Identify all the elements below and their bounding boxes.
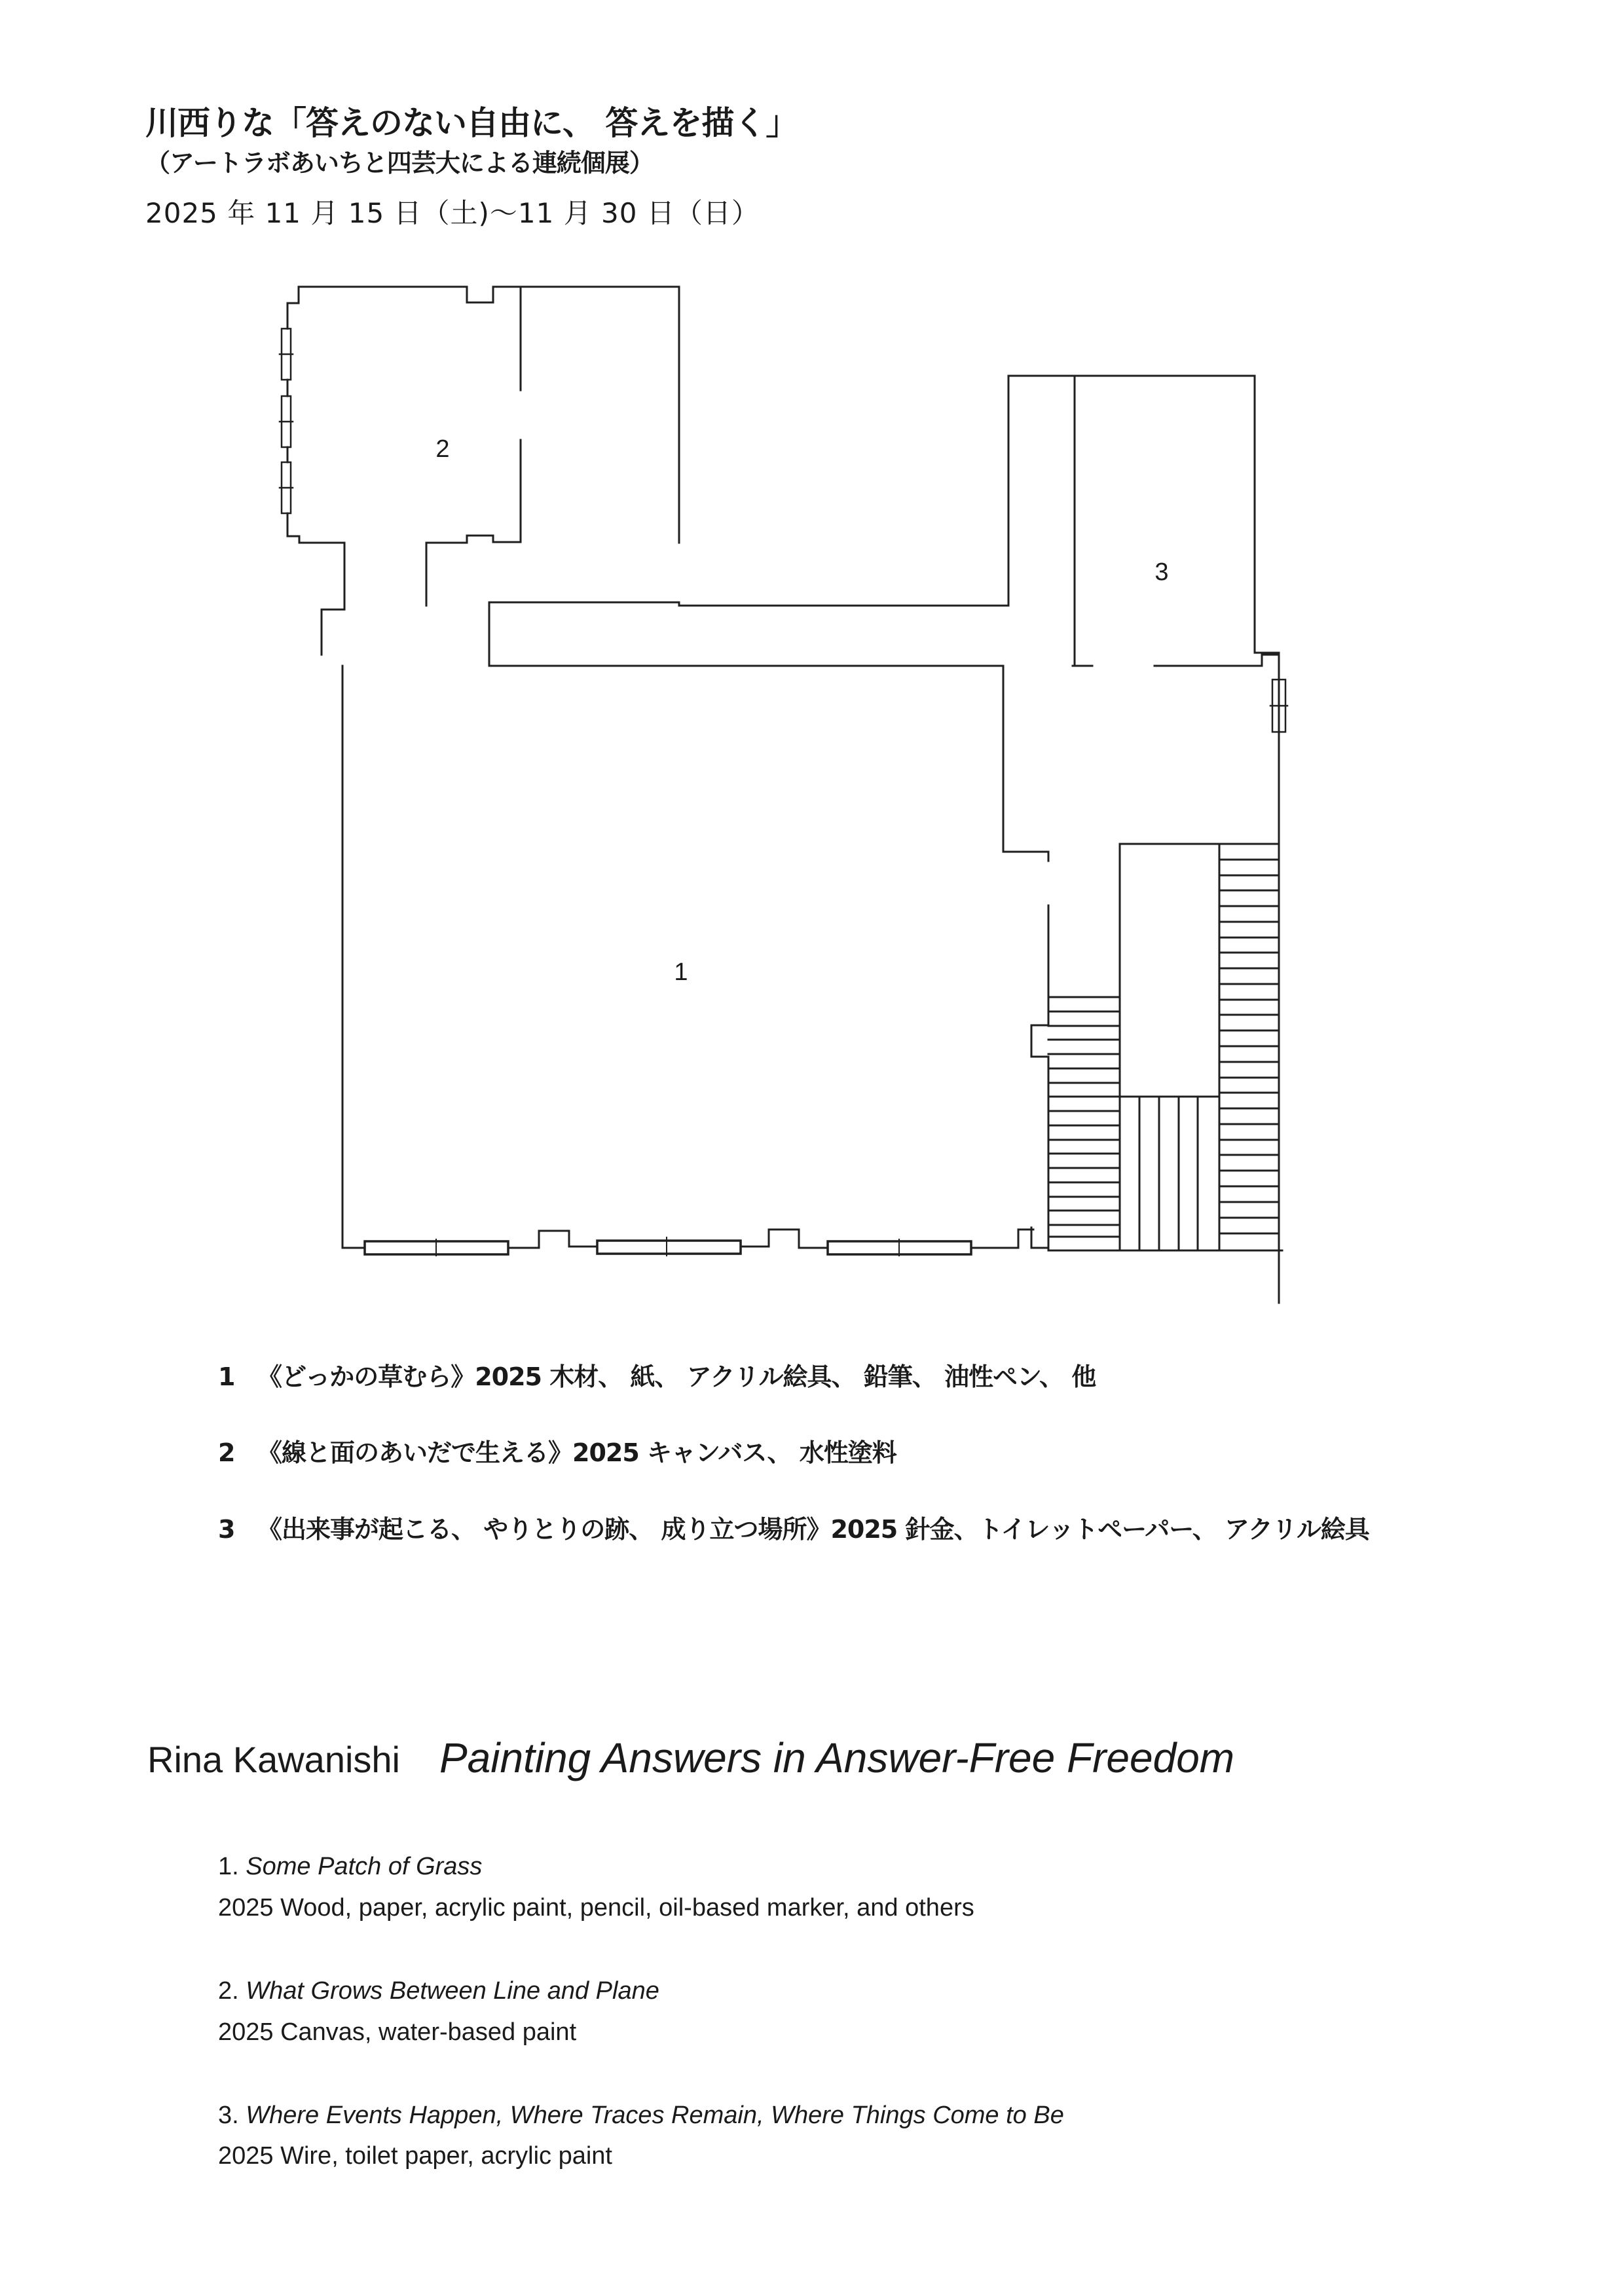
work-en-2-details: 2025 Canvas, water-based paint — [218, 2018, 577, 2046]
work-en-3-title — [218, 2102, 1064, 2130]
work-en-title: Where Events Happen, Where Traces Remain, Where Things Come to Be — [246, 2102, 1064, 2129]
stair-treads-left — [1048, 1011, 1120, 1237]
room-label-1: 1 — [674, 958, 688, 986]
room-label-2: 2 — [435, 435, 450, 463]
work-en-3-details: 2025 Wire, toilet paper, acrylic paint — [218, 2142, 612, 2170]
bottom-windows — [365, 1237, 971, 1256]
room-label-3: 3 — [1154, 558, 1169, 586]
work-en-2-title — [218, 1977, 659, 2005]
room-2-walls — [287, 287, 679, 655]
exhibition-subtitle-ja: （アートラボあいちと四芸大による連続個展） — [145, 149, 654, 177]
work-ja-text: 《どっかの草むら》2025 木材、 紙、 アクリル絵具、 鉛筆、 油性ペン、 他 — [257, 1362, 1096, 1391]
exhibition-title-en: Painting Answers in Answer-Free Freedom — [439, 1734, 1235, 1781]
english-header — [147, 1734, 1234, 1782]
work-en-1-title — [218, 1853, 482, 1881]
work-ja-1 — [218, 1357, 1096, 1393]
left-windows — [280, 329, 293, 513]
exhibition-title-ja: 川西りな「答えのない自由に、 答えを描く」 — [145, 104, 798, 142]
work-ja-number: 3 — [218, 1515, 235, 1544]
work-en-title: Some Patch of Grass — [246, 1853, 483, 1880]
work-ja-text: 《出来事が起こる、 やりとりの跡、 成り立つ場所》2025 針金、トイレットペーパー、 アクリル絵具 — [257, 1515, 1369, 1544]
work-en-number: 1. — [218, 1853, 239, 1880]
exhibition-dates-ja: 2025 年 11 月 15 日（土)～11 月 30 日（日） — [145, 197, 760, 229]
work-en-title: What Grows Between Line and Plane — [246, 1977, 659, 2005]
corridor-walls — [426, 543, 1008, 666]
work-en-number: 2. — [218, 1977, 239, 2005]
bottom-wall — [342, 1230, 1033, 1248]
work-ja-number: 1 — [218, 1362, 235, 1391]
stair-treads-right — [1219, 860, 1279, 1233]
work-ja-2 — [218, 1432, 896, 1468]
artist-name: Rina Kawanishi — [147, 1739, 400, 1780]
work-ja-number: 2 — [218, 1438, 235, 1467]
work-ja-text: 《線と面のあいだで生える》2025 キャンバス、 水性塗料 — [257, 1438, 896, 1467]
work-ja-3 — [218, 1509, 1369, 1545]
work-en-number: 3. — [218, 2102, 239, 2129]
work-en-1-details: 2025 Wood, paper, acrylic paint, pencil, oil-based marker, and others — [218, 1894, 974, 1922]
room-1-walls — [342, 666, 1048, 1250]
